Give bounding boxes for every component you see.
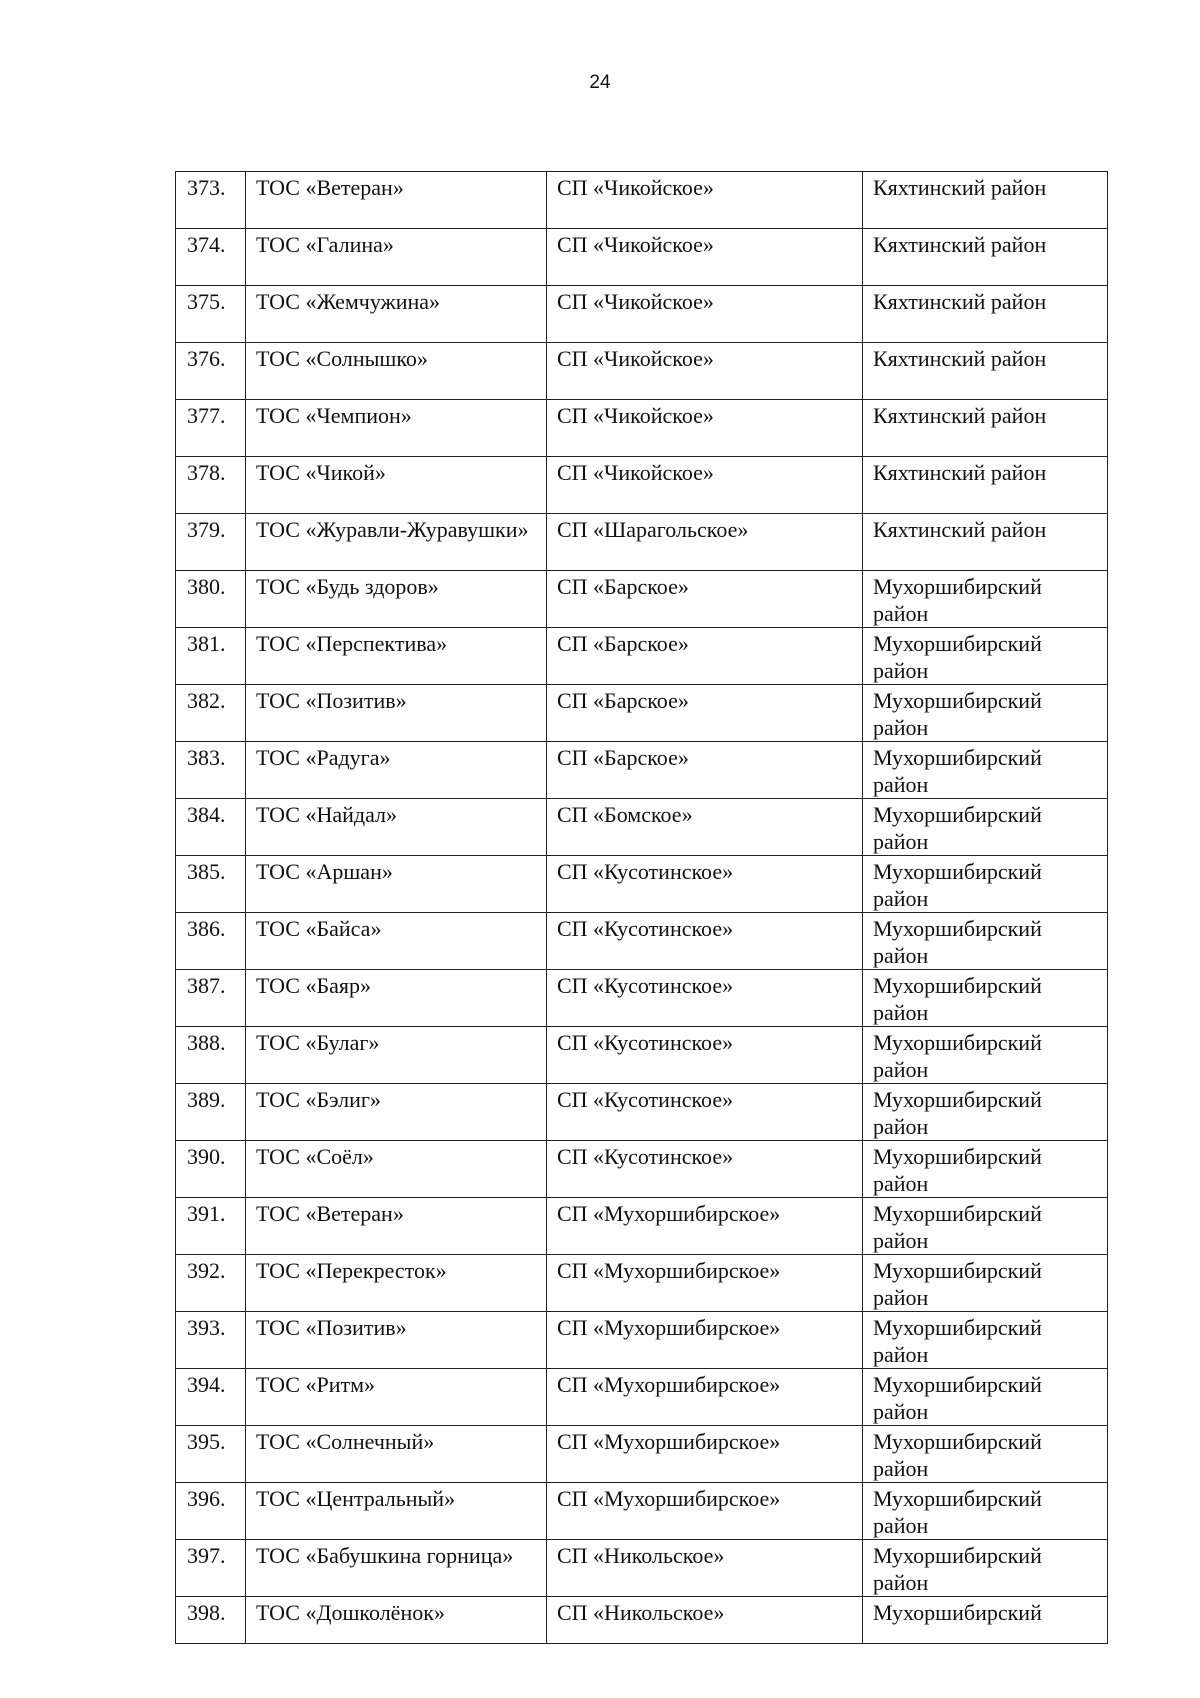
row-number: 392.	[176, 1255, 246, 1312]
table-row	[176, 1312, 1108, 1369]
tos-name: ТОС «Солнечный»	[246, 1426, 547, 1483]
row-number: 382.	[176, 685, 246, 742]
district: Мухоршибирский район	[863, 742, 1108, 799]
settlement: СП «Барское»	[547, 685, 863, 742]
tos-name: ТОС «Ритм»	[246, 1369, 547, 1426]
table-row	[176, 172, 1108, 229]
table-row	[176, 913, 1108, 970]
table-row	[176, 799, 1108, 856]
settlement: СП «Кусотинское»	[547, 1027, 863, 1084]
row-number: 376.	[176, 343, 246, 400]
table-row	[176, 343, 1108, 400]
table-row	[176, 1426, 1108, 1483]
district: Мухоршибирский район	[863, 1084, 1108, 1141]
settlement: СП «Мухоршибирское»	[547, 1369, 863, 1426]
settlement: СП «Мухоршибирское»	[547, 1198, 863, 1255]
row-number: 394.	[176, 1369, 246, 1426]
table-row	[176, 1540, 1108, 1597]
district: Мухоршибирский район	[863, 1255, 1108, 1312]
settlement: СП «Никольское»	[547, 1540, 863, 1597]
tos-name: ТОС «Позитив»	[246, 1312, 547, 1369]
tos-registry-table	[175, 171, 1108, 1644]
row-number: 384.	[176, 799, 246, 856]
table-row	[176, 514, 1108, 571]
tos-name: ТОС «Ветеран»	[246, 1198, 547, 1255]
row-number: 390.	[176, 1141, 246, 1198]
tos-name: ТОС «Солнышко»	[246, 343, 547, 400]
table-row	[176, 457, 1108, 514]
tos-name: ТОС «Галина»	[246, 229, 547, 286]
row-number: 381.	[176, 628, 246, 685]
settlement: СП «Мухоршибирское»	[547, 1483, 863, 1540]
district: Кяхтинский район	[863, 229, 1108, 286]
tos-name: ТОС «Будь здоров»	[246, 571, 547, 628]
tos-name: ТОС «Радуга»	[246, 742, 547, 799]
tos-name: ТОС «Чемпион»	[246, 400, 547, 457]
table-row	[176, 1255, 1108, 1312]
row-number: 393.	[176, 1312, 246, 1369]
table-body	[176, 172, 1108, 1644]
settlement: СП «Чикойское»	[547, 343, 863, 400]
table-row	[176, 1483, 1108, 1540]
row-number: 389.	[176, 1084, 246, 1141]
settlement: СП «Чикойское»	[547, 229, 863, 286]
table-row	[176, 400, 1108, 457]
row-number: 391.	[176, 1198, 246, 1255]
district: Мухоршибирский район	[863, 571, 1108, 628]
district: Мухоршибирский район	[863, 628, 1108, 685]
table-row	[176, 571, 1108, 628]
settlement: СП «Чикойское»	[547, 400, 863, 457]
row-number: 387.	[176, 970, 246, 1027]
tos-name: ТОС «Бабушкина горница»	[246, 1540, 547, 1597]
settlement: СП «Чикойское»	[547, 286, 863, 343]
table-row	[176, 1369, 1108, 1426]
district: Мухоршибирский район	[863, 799, 1108, 856]
tos-name: ТОС «Ветеран»	[246, 172, 547, 229]
row-number: 380.	[176, 571, 246, 628]
district: Кяхтинский район	[863, 343, 1108, 400]
district: Кяхтинский район	[863, 172, 1108, 229]
tos-name: ТОС «Перспектива»	[246, 628, 547, 685]
settlement: СП «Кусотинское»	[547, 1141, 863, 1198]
settlement: СП «Кусотинское»	[547, 1084, 863, 1141]
row-number: 374.	[176, 229, 246, 286]
district: Мухоршибирский район	[863, 1027, 1108, 1084]
tos-name: ТОС «Соёл»	[246, 1141, 547, 1198]
settlement: СП «Барское»	[547, 742, 863, 799]
district: Кяхтинский район	[863, 514, 1108, 571]
settlement: СП «Мухоршибирское»	[547, 1426, 863, 1483]
row-number: 388.	[176, 1027, 246, 1084]
district: Мухоршибирский район	[863, 1198, 1108, 1255]
settlement: СП «Кусотинское»	[547, 970, 863, 1027]
row-number: 375.	[176, 286, 246, 343]
district: Мухоршибирский	[863, 1597, 1108, 1644]
district: Мухоршибирский район	[863, 1312, 1108, 1369]
district: Мухоршибирский район	[863, 913, 1108, 970]
table-row	[176, 286, 1108, 343]
row-number: 373.	[176, 172, 246, 229]
tos-name: ТОС «Аршан»	[246, 856, 547, 913]
tos-name: ТОС «Жемчужина»	[246, 286, 547, 343]
tos-name: ТОС «Позитив»	[246, 685, 547, 742]
tos-name: ТОС «Найдал»	[246, 799, 547, 856]
settlement: СП «Кусотинское»	[547, 856, 863, 913]
tos-name: ТОС «Центральный»	[246, 1483, 547, 1540]
table-row	[176, 685, 1108, 742]
row-number: 386.	[176, 913, 246, 970]
row-number: 397.	[176, 1540, 246, 1597]
table-row	[176, 856, 1108, 913]
settlement: СП «Шарагольское»	[547, 514, 863, 571]
table-row	[176, 1597, 1108, 1644]
district: Мухоршибирский район	[863, 1426, 1108, 1483]
district: Мухоршибирский район	[863, 1483, 1108, 1540]
tos-name: ТОС «Баяр»	[246, 970, 547, 1027]
settlement: СП «Бомское»	[547, 799, 863, 856]
settlement: СП «Кусотинское»	[547, 913, 863, 970]
page-number: 24	[589, 72, 611, 93]
settlement: СП «Барское»	[547, 571, 863, 628]
settlement: СП «Чикойское»	[547, 457, 863, 514]
tos-name: ТОС «Журавли-Журавушки»	[246, 514, 547, 571]
district: Мухоршибирский район	[863, 1540, 1108, 1597]
row-number: 395.	[176, 1426, 246, 1483]
settlement: СП «Мухоршибирское»	[547, 1312, 863, 1369]
tos-name: ТОС «Булаг»	[246, 1027, 547, 1084]
district: Мухоршибирский район	[863, 685, 1108, 742]
district: Кяхтинский район	[863, 286, 1108, 343]
table-row	[176, 628, 1108, 685]
tos-name: ТОС «Перекресток»	[246, 1255, 547, 1312]
row-number: 398.	[176, 1597, 246, 1644]
table-row	[176, 1027, 1108, 1084]
district: Мухоршибирский район	[863, 856, 1108, 913]
table-row	[176, 970, 1108, 1027]
tos-name: ТОС «Дошколёнок»	[246, 1597, 547, 1644]
row-number: 379.	[176, 514, 246, 571]
settlement: СП «Чикойское»	[547, 172, 863, 229]
district: Мухоршибирский район	[863, 1369, 1108, 1426]
settlement: СП «Мухоршибирское»	[547, 1255, 863, 1312]
district: Кяхтинский район	[863, 400, 1108, 457]
settlement: СП «Никольское»	[547, 1597, 863, 1644]
table-row	[176, 1198, 1108, 1255]
settlement: СП «Барское»	[547, 628, 863, 685]
district: Мухоршибирский район	[863, 1141, 1108, 1198]
district: Мухоршибирский район	[863, 970, 1108, 1027]
tos-name: ТОС «Чикой»	[246, 457, 547, 514]
table-row	[176, 1084, 1108, 1141]
tos-name: ТОС «Байса»	[246, 913, 547, 970]
table-row	[176, 742, 1108, 799]
row-number: 385.	[176, 856, 246, 913]
tos-name: ТОС «Бэлиг»	[246, 1084, 547, 1141]
table-row	[176, 229, 1108, 286]
row-number: 396.	[176, 1483, 246, 1540]
row-number: 383.	[176, 742, 246, 799]
row-number: 377.	[176, 400, 246, 457]
row-number: 378.	[176, 457, 246, 514]
table-row	[176, 1141, 1108, 1198]
district: Кяхтинский район	[863, 457, 1108, 514]
